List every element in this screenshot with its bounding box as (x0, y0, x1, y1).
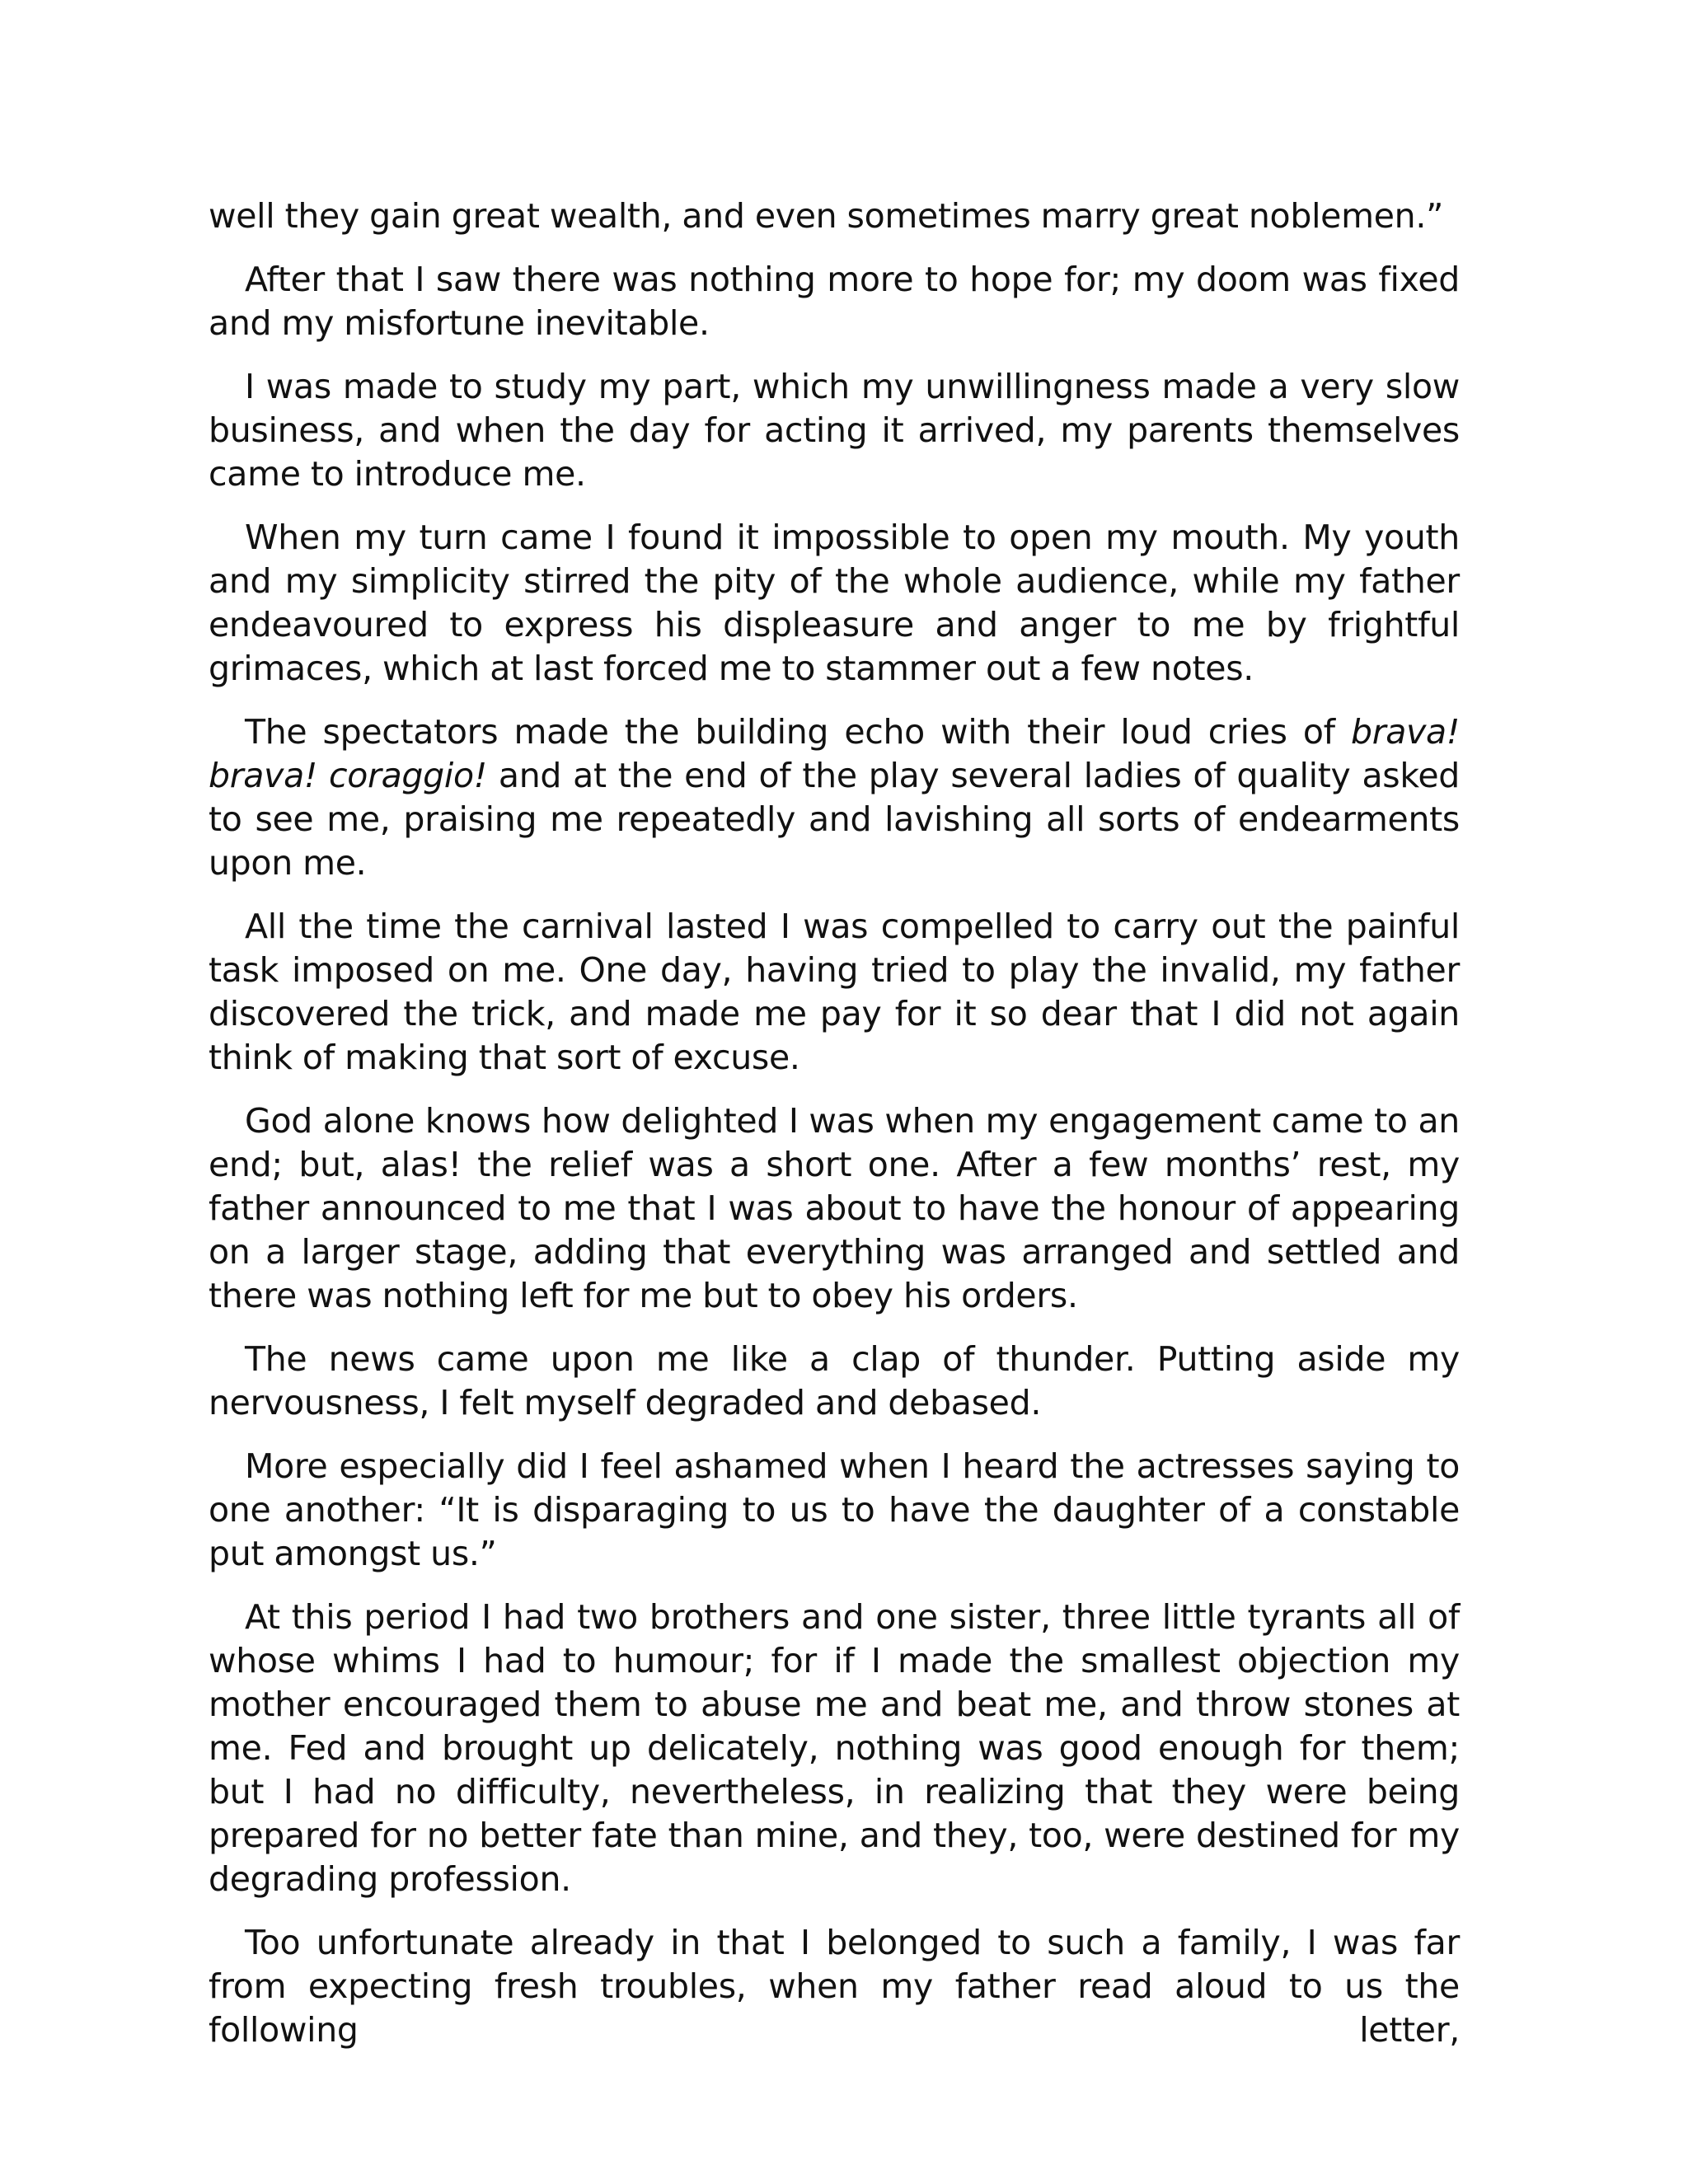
paragraph-3: I was made to study my part, which my unwillingness made a very slow business, and when the day for acting it arrived, my parents themselves came to introduce me. (209, 367, 1460, 494)
paragraph-8: The news came upon me like a clap of thunder. Putting aside my nervousness, I felt myself degraded and debased. (209, 1339, 1460, 1422)
paragraph-5-italic-phrase: brava! brava! coraggio! (209, 712, 1460, 795)
paragraph-4: When my turn came I found it impossible to open my mouth. My youth and my simplicity stirred the pity of the whole audience, while my father endeavoured to express his displeasure and anger to me by frightful grimaces, which at last forced me to stammer out a few notes. (209, 518, 1460, 688)
paragraph-5 (209, 710, 1460, 885)
paragraph-7: God alone knows how delighted I was when my engagement came to an end; but, alas! the relief was a short one. After a few months’ rest, my father announced to me that I was about to have the honour of appearing on a larger stage, adding that everything was arranged and settled and there was nothing left for me but to obey his orders. (209, 1101, 1460, 1315)
paragraph-10: At this period I had two brothers and one sister, three little tyrants all of whose whims I had to humour; for if I made the smallest objection my mother encouraged them to abuse me and beat me, and throw stones at me. Fed and brought up delicately, nothing was good enough for them; but I had no difficulty, nevertheless, in realizing that they were being prepared for no better fate than mine, and they, too, were destined for my degrading profession. (209, 1597, 1460, 1899)
paragraph-2: After that I saw there was nothing more to hope for; my doom was fixed and my misfortune inevitable. (209, 260, 1460, 343)
paragraph-1: well they gain great wealth, and even sometimes marry great noblemen.” (209, 196, 1444, 236)
paragraph-5-text-before: The spectators made the building echo with their loud cries of (245, 712, 1351, 752)
paragraph-11: Too unfortunate already in that I belonged to such a family, I was far from expecting fresh troubles, when my father read aloud to us the following letter, (209, 1923, 1460, 2050)
paragraph-9: More especially did I feel ashamed when I heard the actresses saying to one another: “It is disparaging to us to have the daughter of a constable put amongst us.” (209, 1446, 1460, 1573)
paragraph-6: All the time the carnival lasted I was compelled to carry out the painful task imposed on me. One day, having tried to play the invalid, my father discovered the trick, and made me pay for it so dear that I did not again think of making that sort of excuse. (209, 907, 1460, 1077)
paragraph-5-text-after: and at the end of the play several ladies of quality asked to see me, praising me repeatedly and lavishing all sorts of endearments upon me. (209, 756, 1460, 883)
page-body (209, 194, 1460, 2072)
